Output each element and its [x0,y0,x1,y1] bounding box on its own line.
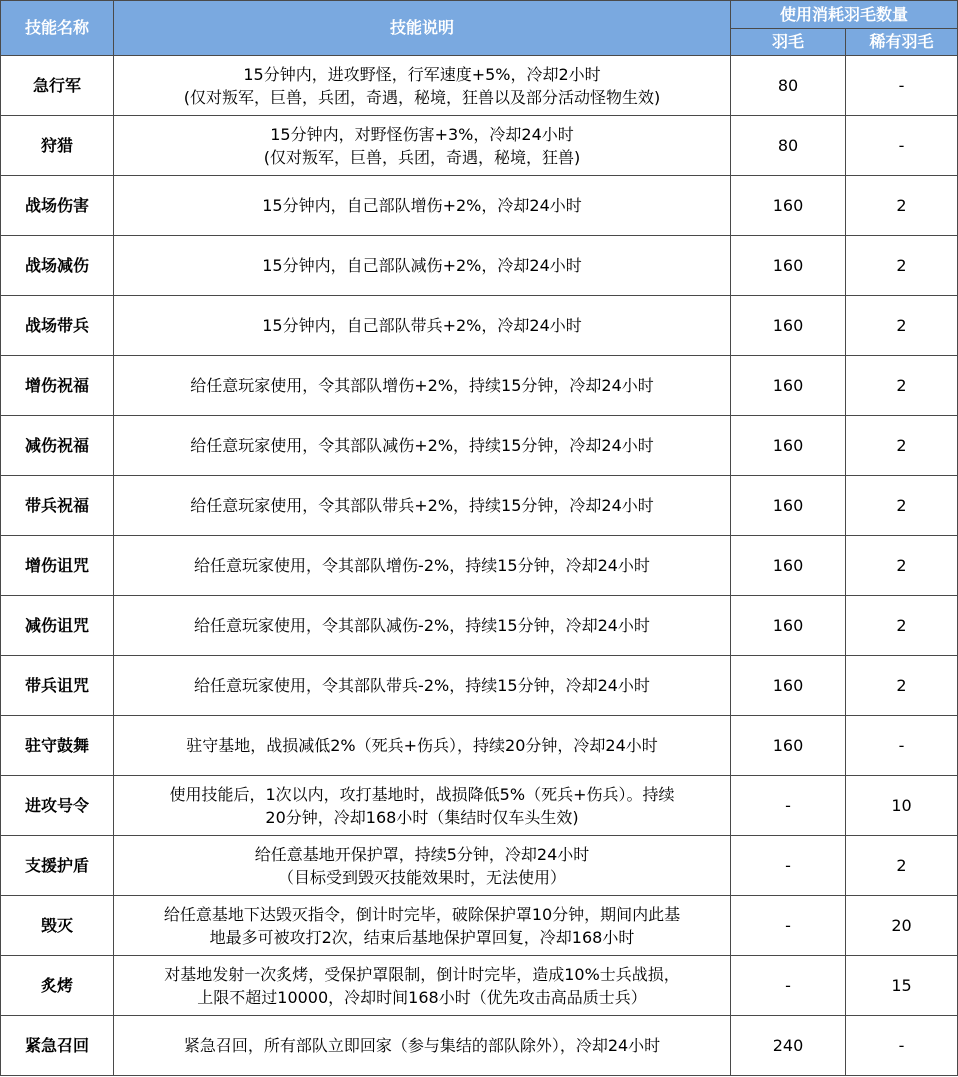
rare-feather-cost-cell: - [846,716,958,776]
skill-description-line: 15分钟内，进攻野怪，行军速度+5%，冷却2小时 [243,64,601,84]
skill-name-cell: 狩猎 [1,116,114,176]
table-row [1,416,958,476]
skill-name-cell: 减伤祝福 [1,416,114,476]
table-row [1,956,958,1016]
skill-description-cell [114,56,731,116]
feather-cost-cell: 160 [731,656,846,716]
skill-description-line: 15分钟内，对野怪伤害+3%，冷却24小时 [270,124,574,144]
feather-cost-cell: - [731,776,846,836]
feather-cost-cell: 160 [731,536,846,596]
skill-description-cell [114,236,731,296]
skill-description-line: 给任意玩家使用，令其部队带兵+2%，持续15分钟，冷却24小时 [190,496,654,515]
skill-description-cell [114,1016,731,1076]
skill-description-line: 使用技能后，1次以内，攻打基地时，战损降低5%（死兵+伤兵）。持续 [169,784,675,804]
feather-cost-cell: 160 [731,356,846,416]
feather-cost-cell: 80 [731,56,846,116]
skill-description-cell [114,176,731,236]
table-row [1,476,958,536]
skill-name-cell: 紧急召回 [1,1016,114,1076]
table-row [1,596,958,656]
table-row [1,176,958,236]
feather-cost-cell: 160 [731,476,846,536]
skill-name-cell: 战场减伤 [1,236,114,296]
skill-description-line: 15分钟内，自己部队增伤+2%，冷却24小时 [262,196,582,215]
skill-description-line: (仅对叛军，巨兽，兵团，奇遇，秘境，狂兽以及部分活动怪物生效) [183,87,661,107]
header-rare-feather: 稀有羽毛 [846,29,958,56]
table-row [1,116,958,176]
skill-description-cell [114,656,731,716]
skill-description-cell [114,356,731,416]
skill-description-cell [114,716,731,776]
skill-description-cell [114,956,731,1016]
table-row [1,716,958,776]
feather-cost-cell: 160 [731,596,846,656]
table-row [1,536,958,596]
table-row [1,836,958,896]
rare-feather-cost-cell: 2 [846,176,958,236]
skill-description-line: （目标受到毁灭技能效果时，无法使用） [277,867,566,887]
rare-feather-cost-cell: 2 [846,476,958,536]
feather-cost-cell: 160 [731,416,846,476]
rare-feather-cost-cell: 2 [846,656,958,716]
skill-description-line: 15分钟内，自己部队减伤+2%，冷却24小时 [262,256,582,275]
skill-name-cell: 急行军 [1,56,114,116]
skill-name-cell: 带兵祝福 [1,476,114,536]
skill-description-line: 给任意玩家使用，令其部队增伤-2%，持续15分钟，冷却24小时 [194,556,650,575]
skill-description-line: 给任意基地开保护罩，持续5分钟，冷却24小时 [254,844,590,864]
skill-name-cell: 毁灭 [1,896,114,956]
skill-description-cell [114,836,731,896]
rare-feather-cost-cell: - [846,56,958,116]
skill-description-cell [114,476,731,536]
skill-rows [1,56,958,1076]
header-feather: 羽毛 [731,29,846,56]
header-skill-name: 技能名称 [1,1,114,56]
feather-cost-cell: - [731,896,846,956]
feather-cost-cell: 240 [731,1016,846,1076]
skill-description-cell [114,896,731,956]
skill-description-cell [114,116,731,176]
skill-description-line: 对基地发射一次炙烤，受保护罩限制，倒计时完毕，造成10%士兵战损， [164,964,680,984]
table-row [1,896,958,956]
skill-description-cell [114,536,731,596]
table-row [1,776,958,836]
feather-cost-cell: 160 [731,716,846,776]
table-row [1,236,958,296]
rare-feather-cost-cell: 2 [846,596,958,656]
skill-name-cell: 带兵诅咒 [1,656,114,716]
feather-cost-cell: 80 [731,116,846,176]
rare-feather-cost-cell: - [846,116,958,176]
skill-description-line: 驻守基地，战损减低2%（死兵+伤兵），持续20分钟，冷却24小时 [186,736,658,755]
skill-description-cell [114,296,731,356]
rare-feather-cost-cell: 15 [846,956,958,1016]
skill-description-line: 地最多可被攻打2次，结束后基地保护罩回复，冷却168小时 [209,927,635,947]
rare-feather-cost-cell: 2 [846,836,958,896]
skill-name-cell: 支援护盾 [1,836,114,896]
skill-description-line: 上限不超过10000，冷却时间168小时（优先攻击高品质士兵） [197,987,647,1007]
rare-feather-cost-cell: 2 [846,296,958,356]
header-feather-cost: 使用消耗羽毛数量 [731,1,958,29]
rare-feather-cost-cell: 2 [846,356,958,416]
table-row [1,656,958,716]
rare-feather-cost-cell: 2 [846,536,958,596]
table-row [1,296,958,356]
header-skill-description: 技能说明 [114,1,731,56]
skill-description-line: (仅对叛军，巨兽，兵团，奇遇，秘境，狂兽) [263,147,581,167]
rare-feather-cost-cell: - [846,1016,958,1076]
skill-description-cell [114,416,731,476]
rare-feather-cost-cell: 2 [846,236,958,296]
skill-name-cell: 战场伤害 [1,176,114,236]
skill-name-cell: 进攻号令 [1,776,114,836]
skill-name-cell: 战场带兵 [1,296,114,356]
skill-description-line: 给任意玩家使用，令其部队增伤+2%，持续15分钟，冷却24小时 [190,376,654,395]
rare-feather-cost-cell: 2 [846,416,958,476]
skill-description-line: 给任意玩家使用，令其部队减伤-2%，持续15分钟，冷却24小时 [194,616,650,635]
skill-name-cell: 减伤诅咒 [1,596,114,656]
skill-description-line: 给任意基地下达毁灭指令，倒计时完毕，破除保护罩10分钟，期间内此基 [163,904,681,924]
skill-description-line: 给任意玩家使用，令其部队减伤+2%，持续15分钟，冷却24小时 [190,436,654,455]
feather-cost-cell: 160 [731,296,846,356]
skill-name-cell: 驻守鼓舞 [1,716,114,776]
skill-description-line: 紧急召回，所有部队立即回家（参与集结的部队除外），冷却24小时 [183,1036,661,1055]
skill-description-line: 20分钟，冷却168小时（集结时仅车头生效) [265,807,579,827]
skill-name-cell: 增伤祝福 [1,356,114,416]
feather-cost-cell: - [731,836,846,896]
table-row [1,1016,958,1076]
table-row [1,56,958,116]
feather-cost-cell: - [731,956,846,1016]
feather-cost-cell: 160 [731,176,846,236]
skill-description-cell [114,596,731,656]
skill-description-line: 给任意玩家使用，令其部队带兵-2%，持续15分钟，冷却24小时 [194,676,650,695]
skill-description-cell [114,776,731,836]
feather-cost-cell: 160 [731,236,846,296]
skill-name-cell: 炙烤 [1,956,114,1016]
rare-feather-cost-cell: 10 [846,776,958,836]
skill-name-cell: 增伤诅咒 [1,536,114,596]
rare-feather-cost-cell: 20 [846,896,958,956]
table-row [1,356,958,416]
skill-description-line: 15分钟内，自己部队带兵+2%，冷却24小时 [262,316,582,335]
